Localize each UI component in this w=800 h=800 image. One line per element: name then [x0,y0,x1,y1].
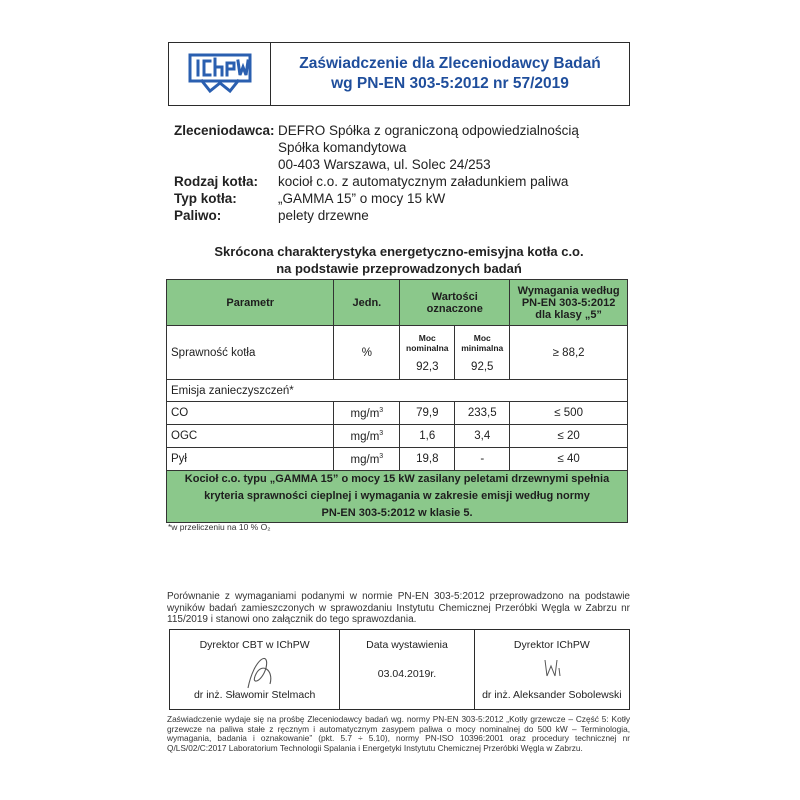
efficiency-nominal-cell [400,326,455,380]
client-info [174,122,579,224]
row-co-unit: $mg/m^3$ [334,402,400,425]
header-values [400,280,510,326]
issue-date-label: Data wystawienia [366,639,448,651]
conclusion-line-3: PN-EN 303-5:2012 w klasie 5. [321,507,473,519]
signature-scribble-icon [240,648,280,692]
legal-fine-print: Zaświadczenie wydaje się na prośbę Zleceniodawcy badań wg. normy PN-EN 303-5:2012 „Kotły grzewcze – Część 5: Kotły grzewcze na paliwa stałe z ręcznym i automatycznym zasypem paliwa o mocy nominalnej do 500 kW – Terminologia, wymagania, badania i oznakowanie” (pkt. 5.7 ÷ 5.10), normy PN-ISO 10396:2001 oraz procedury technicznej nr Q/LS/02/C:2017 Laboratorium Technologii Spalania i Energetyki Instytutu Chemicznej Przeróbki Węgla w Zabrzu. [167,714,630,753]
row-ogc-min: 3,4 [455,425,510,448]
header-values-line-2: oznaczone [426,302,483,315]
subtitle-line-1: Skrócona charakterystyka energetyczno-emisyjna kotła c.o. [214,244,584,259]
issue-date: 03.04.2019r. [377,668,437,680]
client-name: DEFRO Spółka z ograniczoną odpowiedzialnością [278,123,579,138]
header-req-line-1: Wymagania według [517,284,620,297]
right-signer-title: Dyrektor IChPW [513,639,590,651]
client-label: Zleceniodawca: [174,123,275,138]
efficiency-nominal: 92,3 [416,360,439,373]
signature-left [170,630,340,709]
row-ogc-unit: $mg/m^3$ [334,425,400,448]
comparison-note: Porównanie z wymaganiami podanymi w normie PN-EN 303-5:2012 przeprowadzono na podstawie wyników badań zamieszczonych w sprawozdaniu Instytutu Chemicznej Przeróbki Węgla w Zabrzu nr 115/2019 i stanowi ono załącznik do tego sprawozdania. [167,591,630,625]
header-parameter: Parametr [167,280,334,326]
table-row [167,448,628,471]
emission-label: Emisja zanieczyszczeń* [167,380,628,402]
boiler-model-value: „GAMMA 15” o mocy 15 kW [278,191,446,206]
subtitle-line-2: na podstawie przeprowadzonych badań [276,261,522,276]
ichpw-logo [169,43,271,105]
row-ogc-name: OGC [167,425,334,448]
row-co-req: ≤ 500 [510,402,628,425]
signature-middle [340,630,474,709]
sub-nominal-2: nominalna [406,342,449,353]
row-ogc-nominal: 1,6 [400,425,455,448]
boiler-model-label: Typ kotła: [174,191,237,206]
sub-min-1: Moc [473,332,491,343]
boiler-type-value: kocioł c.o. z automatycznym załadunkiem paliwa [278,174,569,189]
title-line-2: wg PN-EN 303-5:2012 nr 57/2019 [331,75,569,92]
efficiency-label: Sprawność kotła [167,326,334,380]
table-row [167,425,628,448]
table-row [167,402,628,425]
efficiency-req: ≥ 88,2 [510,326,628,380]
left-signer-title: Dyrektor CBT w IChPW [199,639,310,651]
row-co-name: CO [167,402,334,425]
row-dust-name: Pył [167,448,334,471]
conclusion [167,471,628,523]
results-table [166,279,628,523]
efficiency-min: 92,5 [471,360,494,373]
header-values-line-1: Wartości [431,290,478,303]
row-co-nominal: 79,9 [400,402,455,425]
signature-scribble-icon [541,656,563,680]
header-requirements [510,280,628,326]
conclusion-line-1: Kocioł c.o. typu „GAMMA 15” o mocy 15 kW zasilany peletami drzewnymi spełnia [184,473,610,485]
sub-min-2: minimalna [461,342,504,353]
fuel-label: Paliwo: [174,208,222,223]
footnote: *w przeliczeniu na 10 % O₂ [168,522,271,532]
row-co-min: 233,5 [455,402,510,425]
row-dust-min: - [455,448,510,471]
right-signer-name: dr inż. Aleksander Sobolewski [482,689,622,701]
signature-right [475,630,629,709]
conclusion-line-2: kryteria sprawności cieplnej i wymagania w zakresie emisji według normy [204,490,590,502]
client-address: 00-403 Warszawa, ul. Solec 24/253 [278,157,491,172]
table-subtitle [168,243,630,277]
efficiency-min-cell [455,326,510,380]
certificate-header [168,42,630,106]
efficiency-unit: % [334,326,400,380]
row-dust-nominal: 19,8 [400,448,455,471]
header-unit: Jedn. [334,280,400,326]
boiler-type-label: Rodzaj kotła: [174,174,259,189]
signature-box [169,629,630,710]
row-dust-unit: $mg/m^3$ [334,448,400,471]
client-legal-form: Spółka komandytowa [278,140,407,155]
header-req-line-2: PN-EN 303-5:2012 [521,296,616,309]
certificate-title [271,43,629,105]
row-dust-req: ≤ 40 [510,448,628,471]
left-signer-name: dr inż. Sławomir Stelmach [193,689,316,701]
header-req-line-3: dla klasy „5” [535,308,602,321]
title-line-1: Zaświadczenie dla Zleceniodawcy Badań [299,55,601,72]
row-ogc-req: ≤ 20 [510,425,628,448]
sub-nominal-1: Moc [418,332,436,343]
ichpw-logo-icon [188,53,252,95]
fuel-value: pelety drzewne [278,208,369,223]
